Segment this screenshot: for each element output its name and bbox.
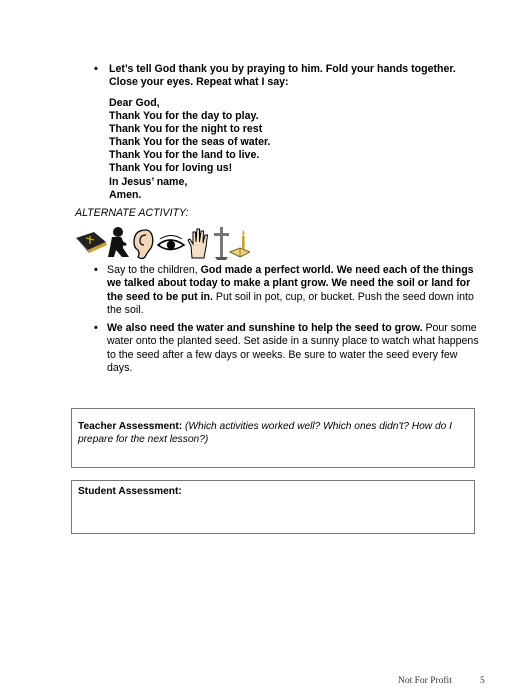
water-line: water onto the planted seed. Set aside in a sunny place to watch what happens [107, 335, 479, 348]
hand-icon [188, 229, 208, 258]
water-line: to the seed after a few days or weeks. Be sure to water the seed every few [107, 348, 458, 361]
footer-text: Not For Profit [398, 676, 452, 686]
water-text-bold: We also need the water and sunshine to help the seed to grow. [107, 322, 423, 334]
water-line: days. [107, 361, 133, 374]
seed-text-plain: Say to the children, [107, 264, 201, 276]
seed-line [107, 264, 474, 277]
prayer-line: Dear God, [109, 97, 160, 109]
seed-text-bold: God made a perfect world. We need each of the things [200, 264, 474, 276]
seed-line: we talked about today to make a plant grow. We need the soil or land for [107, 277, 471, 290]
student-assessment-label: Student Assessment: [78, 486, 182, 497]
teacher-assessment-line [78, 433, 452, 446]
water-line [107, 322, 479, 335]
seed-line: the soil. [107, 303, 144, 316]
water-instructions [107, 322, 479, 375]
teacher-assessment-line [78, 420, 452, 433]
cross-icon [214, 227, 229, 260]
prayer-line: Thank You for loving us! [109, 162, 233, 175]
bullet-marker: • [94, 322, 98, 334]
prayer-line: Thank You for the day to play. [109, 110, 259, 123]
teacher-assessment-prompt: (Which activities worked well? Which ones didn't? How do I [182, 421, 452, 432]
alternate-activity-heading: ALTERNATE ACTIVITY: [75, 207, 189, 219]
bible-icon [76, 232, 107, 253]
teacher-assessment-text [78, 420, 452, 446]
seed-line [107, 291, 474, 304]
prayer-line: In Jesus’ name, [109, 175, 188, 188]
ear-icon [134, 230, 153, 259]
teacher-assessment-prompt: prepare for the next lesson?) [78, 434, 209, 445]
prayer-line: Thank You for the land to live. [109, 149, 260, 162]
seed-instructions [107, 264, 474, 317]
seed-text-plain: Put soil in pot, cup, or bucket. Push the seed down into [212, 290, 474, 303]
prayer-intro-line: Close your eyes. Repeat what I say: [109, 76, 289, 89]
water-text-plain: Pour some [422, 322, 477, 334]
child-kneeling-icon [108, 227, 129, 257]
bullet-marker: • [94, 63, 98, 75]
senses-icons [74, 226, 250, 262]
page-number: 5 [480, 676, 485, 686]
eye-icon [158, 236, 184, 250]
book-candle-icon [230, 230, 250, 257]
prayer-intro [109, 63, 456, 90]
prayer-line: Thank You for the seas of water. [109, 136, 271, 149]
prayer-text [109, 97, 271, 202]
prayer-line: Amen. [109, 188, 142, 201]
teacher-assessment-label: Teacher Assessment: [78, 421, 183, 432]
prayer-intro-line: Let’s tell God thank you by praying to him. Fold your hands together. [109, 63, 456, 75]
seed-text-bold: the seed to be put in. [107, 290, 213, 303]
bullet-marker: • [94, 264, 98, 276]
prayer-line: Thank You for the night to rest [109, 123, 263, 136]
